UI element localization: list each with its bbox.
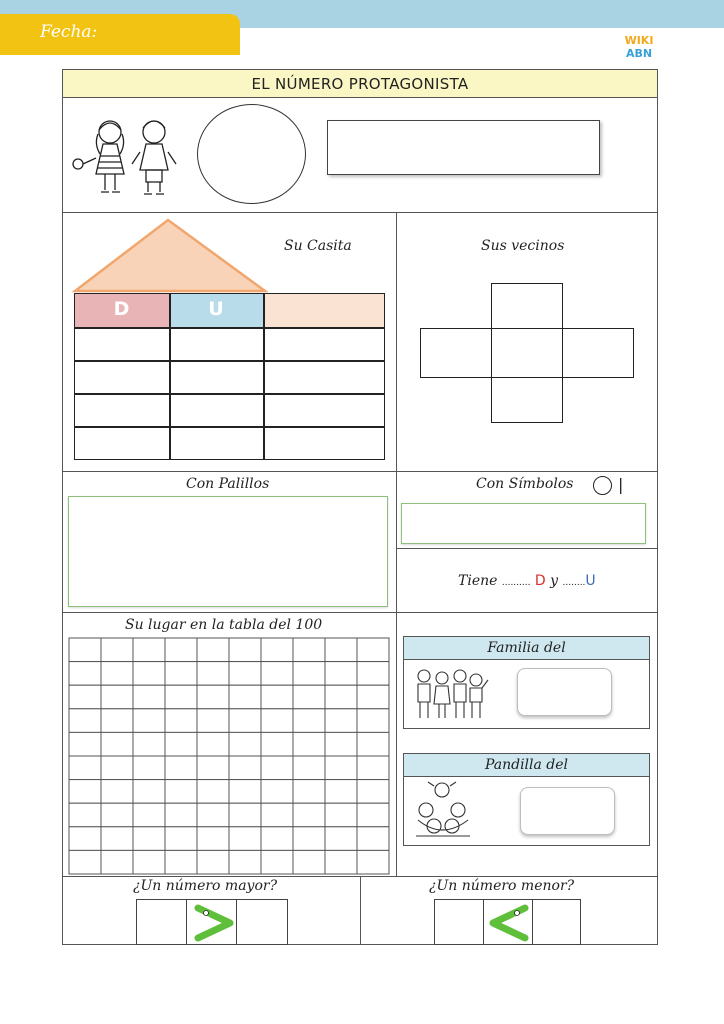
grid-cell[interactable] — [325, 827, 357, 851]
menor-left-box[interactable] — [434, 899, 484, 945]
circle-symbol-icon — [593, 476, 612, 495]
children-illustration — [68, 112, 188, 202]
grid-cell[interactable] — [293, 685, 325, 709]
grid-cell[interactable] — [101, 732, 133, 756]
grid-cell[interactable] — [293, 709, 325, 733]
grid-cell[interactable] — [101, 850, 133, 874]
number-name-box[interactable] — [327, 120, 600, 175]
grid-cell[interactable] — [325, 709, 357, 733]
grid-cell[interactable] — [357, 827, 389, 851]
grid-cell[interactable] — [165, 732, 197, 756]
grid-cell[interactable] — [101, 756, 133, 780]
fecha-label: Fecha: — [40, 22, 98, 42]
family-illustration — [414, 666, 490, 720]
grid-cell[interactable] — [197, 685, 229, 709]
grid-cell[interactable] — [197, 709, 229, 733]
divider — [74, 426, 385, 428]
fecha-tab — [0, 14, 240, 55]
casita-col-d: D — [74, 293, 169, 327]
simbolos-box[interactable] — [401, 503, 646, 544]
grid-cell[interactable] — [197, 662, 229, 686]
grid-cell[interactable] — [325, 638, 357, 662]
gang-illustration — [414, 780, 472, 840]
grid-cell[interactable] — [357, 732, 389, 756]
grid-cell[interactable] — [165, 709, 197, 733]
grid-cell[interactable] — [101, 662, 133, 686]
grid-cell[interactable] — [165, 827, 197, 851]
hundred-grid[interactable] — [68, 637, 390, 875]
grid-cell[interactable] — [133, 803, 165, 827]
divider — [396, 212, 397, 876]
grid-cell[interactable] — [357, 685, 389, 709]
familia-header: Familia del — [403, 636, 650, 660]
grid-cell[interactable] — [133, 780, 165, 804]
grid-cell[interactable] — [133, 685, 165, 709]
grid-cell[interactable] — [101, 638, 133, 662]
pandilla-input[interactable] — [520, 787, 615, 835]
grid-cell[interactable] — [229, 850, 261, 874]
tiene-prefix: Tiene — [458, 573, 498, 589]
less-than-croc-icon — [487, 904, 531, 942]
casita-table — [74, 293, 385, 460]
grid-cell[interactable] — [357, 638, 389, 662]
grid-cell[interactable] — [69, 638, 101, 662]
grid-cell[interactable] — [197, 732, 229, 756]
grid-cell[interactable] — [261, 780, 293, 804]
vecinos-cross[interactable] — [420, 283, 634, 423]
grid-cell[interactable] — [165, 662, 197, 686]
grid-cell[interactable] — [133, 662, 165, 686]
grid-cell[interactable] — [325, 803, 357, 827]
divider — [74, 327, 385, 329]
grid-cell[interactable] — [261, 685, 293, 709]
grid-cell[interactable] — [197, 803, 229, 827]
grid-cell[interactable] — [165, 803, 197, 827]
palillos-box[interactable] — [68, 496, 388, 607]
grid-cell[interactable] — [133, 827, 165, 851]
grid-cell[interactable] — [197, 756, 229, 780]
grid-cell[interactable] — [325, 662, 357, 686]
divider — [74, 360, 385, 362]
grid-cell[interactable] — [69, 732, 101, 756]
grid-cell[interactable] — [261, 732, 293, 756]
grid-cell[interactable] — [69, 685, 101, 709]
divider — [62, 612, 658, 613]
divider — [360, 876, 361, 945]
grid-cell[interactable] — [293, 850, 325, 874]
grid-cell[interactable] — [261, 850, 293, 874]
vecinos-label: Sus vecinos — [481, 238, 565, 254]
grid-cell[interactable] — [325, 780, 357, 804]
grid-cell[interactable] — [101, 803, 133, 827]
grid-cell[interactable] — [261, 638, 293, 662]
tiene-u: U — [585, 573, 596, 589]
vecino-center[interactable] — [491, 328, 563, 378]
grid-cell[interactable] — [293, 638, 325, 662]
grid-cell[interactable] — [293, 732, 325, 756]
tiene-y: y — [550, 573, 559, 589]
divider — [74, 393, 385, 395]
grid-cell[interactable] — [293, 662, 325, 686]
pandilla-header: Pandilla del — [403, 753, 650, 777]
grid-cell[interactable] — [293, 827, 325, 851]
tiene-dots-d: .......... — [501, 578, 531, 588]
divider — [396, 548, 658, 549]
divider — [62, 212, 658, 213]
grid-cell[interactable] — [229, 803, 261, 827]
mayor-left-box[interactable] — [136, 899, 187, 945]
vecino-top[interactable] — [491, 283, 563, 329]
casita-label: Su Casita — [284, 238, 352, 254]
grid-cell[interactable] — [261, 827, 293, 851]
grid-cell[interactable] — [133, 756, 165, 780]
vecino-right[interactable] — [562, 328, 634, 378]
grid-cell[interactable] — [325, 732, 357, 756]
grid-cell[interactable] — [101, 780, 133, 804]
mayor-right-box[interactable] — [236, 899, 288, 945]
grid-cell[interactable] — [69, 803, 101, 827]
grid-cell[interactable] — [357, 709, 389, 733]
grid-cell[interactable] — [229, 827, 261, 851]
grid-cell[interactable] — [261, 662, 293, 686]
menor-label: ¿Un número menor? — [429, 878, 575, 894]
tiene-dots-u: ........ — [562, 578, 586, 588]
grid-cell[interactable] — [69, 756, 101, 780]
familia-input[interactable] — [517, 668, 612, 716]
grid-cell[interactable] — [357, 780, 389, 804]
grid-cell[interactable] — [197, 850, 229, 874]
grid-cell[interactable] — [229, 709, 261, 733]
menor-right-box[interactable] — [532, 899, 581, 945]
grid-cell[interactable] — [261, 709, 293, 733]
grid-cell[interactable] — [261, 756, 293, 780]
grid-cell[interactable] — [165, 638, 197, 662]
grid-cell[interactable] — [101, 685, 133, 709]
grid-cell[interactable] — [229, 732, 261, 756]
grid-cell[interactable] — [197, 827, 229, 851]
divider — [263, 293, 265, 460]
grid-cell[interactable] — [229, 638, 261, 662]
grid-cell[interactable] — [293, 803, 325, 827]
palillos-label: Con Palillos — [186, 476, 270, 492]
grid-cell[interactable] — [261, 803, 293, 827]
grid-cell[interactable] — [69, 662, 101, 686]
casita-grid[interactable] — [74, 293, 385, 460]
grid-cell[interactable] — [133, 850, 165, 874]
grid-cell[interactable] — [357, 662, 389, 686]
tiene-line — [458, 573, 596, 589]
grid-cell[interactable] — [133, 732, 165, 756]
grid-cell[interactable] — [133, 638, 165, 662]
grid-cell[interactable] — [165, 850, 197, 874]
divider — [62, 471, 658, 472]
stick-symbol-icon: | — [618, 475, 624, 494]
grid-cell[interactable] — [69, 709, 101, 733]
grid-cell[interactable] — [229, 756, 261, 780]
simbolos-label: Con Símbolos — [476, 476, 574, 492]
divider — [169, 293, 171, 460]
grid-cell[interactable] — [293, 756, 325, 780]
grid-cell[interactable] — [197, 638, 229, 662]
grid-cell[interactable] — [229, 780, 261, 804]
grid-cell[interactable] — [165, 780, 197, 804]
grid-cell[interactable] — [357, 803, 389, 827]
greater-than-croc-icon — [192, 904, 236, 942]
grid-cell[interactable] — [197, 780, 229, 804]
tiene-d: D — [534, 573, 546, 589]
casita-col-u: U — [169, 293, 263, 327]
vecino-bottom[interactable] — [491, 377, 563, 423]
grid-cell[interactable] — [133, 709, 165, 733]
tabla100-label: Su lugar en la tabla del 100 — [125, 617, 323, 633]
grid-cell[interactable] — [357, 850, 389, 874]
grid-cell[interactable] — [229, 662, 261, 686]
grid-cell[interactable] — [69, 827, 101, 851]
grid-cell[interactable] — [101, 709, 133, 733]
grid-cell[interactable] — [101, 827, 133, 851]
grid-cell[interactable] — [357, 756, 389, 780]
grid-cell[interactable] — [325, 685, 357, 709]
grid-cell[interactable] — [165, 756, 197, 780]
grid-cell[interactable] — [325, 850, 357, 874]
wiki-abn-logo: WIKI ABN — [624, 34, 654, 60]
page-title: EL NÚMERO PROTAGONISTA — [62, 69, 658, 98]
mayor-label: ¿Un número mayor? — [133, 878, 278, 894]
casita-roof — [72, 218, 268, 294]
number-circle[interactable] — [197, 104, 306, 204]
grid-cell[interactable] — [229, 685, 261, 709]
vecino-left[interactable] — [420, 328, 492, 378]
grid-cell[interactable] — [69, 780, 101, 804]
grid-cell[interactable] — [69, 850, 101, 874]
grid-cell[interactable] — [325, 756, 357, 780]
grid-cell[interactable] — [165, 685, 197, 709]
grid-cell[interactable] — [293, 780, 325, 804]
